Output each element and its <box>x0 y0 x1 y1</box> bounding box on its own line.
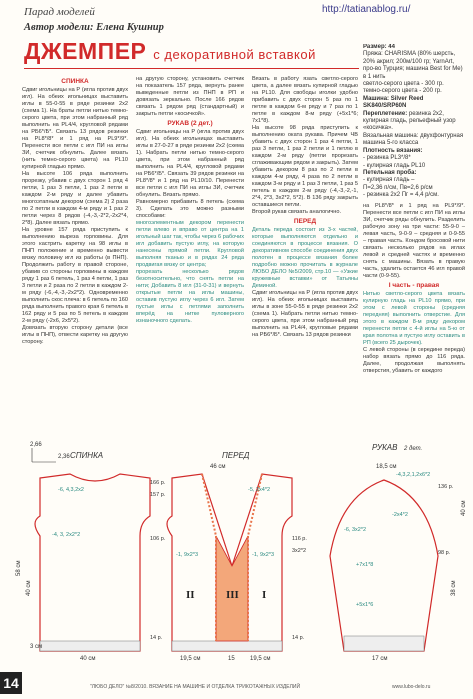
back-heading: СПИНКА <box>61 78 89 85</box>
dim-top-2: 2,36 <box>58 454 70 460</box>
bottom-dim-5: 46 см <box>210 464 226 470</box>
front-para-4: Сдвиг игольницы на Р (игла против двух игл). На обеих игольницах выставить иглы в зоне 55-0-55 в ряде резинки 2х2 (схема 1). Набрать петли нитью темно-серого цвета, при этом набранный ряд выполнить на РL4/4, кругловые рядами на РБ6*/Б*. Связать 13 рядов резинки <box>252 290 358 338</box>
part-heading: I часть - правая <box>388 281 440 289</box>
section-label: Парад моделей <box>24 6 95 18</box>
sleeve-note-6: -2х4*2 <box>392 512 408 518</box>
size-line: Размер: 44 <box>363 44 395 50</box>
back-para-2: На высоте 106 ряда выполнить прорезку, убавив с двух сторон 1 ряд 4 петли, 1 раз 3 петли, 1 раз 2 петли в каждом 2-м ряду и далее убавить многоэтапным декором (схема 2) 2 раза по 2 петли в каждом 4-м ряду и 1 раз 2 петли через 8 рядов (-4,-3,-2*2,-2х2*4, 2*8). Далее вязать прямо. <box>22 171 128 226</box>
sleeve-note-3: -4,3,2,1,2х6*2 <box>396 472 431 478</box>
sleeve-piece <box>330 472 454 651</box>
density-4: - кулирная гладь – <box>363 177 415 184</box>
double-bed-line: Вязальная машина: двухфонтурная машина 5-го класса <box>363 132 464 147</box>
bottom-dim-2: 15 <box>228 656 235 662</box>
back-note-2: 157 р. <box>150 492 166 498</box>
right-dim-1: 38 см <box>451 580 457 596</box>
front-para-2: Второй рукав связать аналогично. <box>252 209 342 215</box>
right-dim-2: 40 см <box>461 500 467 516</box>
density-3: Петельная проба: <box>363 169 417 176</box>
footer-site: www.lubo-delo.ru <box>392 684 431 690</box>
density-1: - резинка РL3*/8* <box>363 155 411 162</box>
front-part-iii: III <box>226 589 239 601</box>
machine-line: Машина: Silver Reed SK840/SRP60N <box>363 95 424 110</box>
back-label: СПИНКА <box>70 451 104 460</box>
bottom-dim-1: 19,5 см <box>180 656 201 662</box>
back-note-5: -4, 3, 2х2*2 <box>52 532 81 538</box>
left-dim-1: 58 см <box>16 560 22 576</box>
density-6: - резинка 2х2 Пг = 4,4 р/см. <box>363 192 439 199</box>
front-part-ii: II <box>186 589 195 601</box>
footer-text: "ЛЮБО ДЕЛО" №8/2010. ВЯЗАНИЕ НА МАШИНЕ И ОТДЕЛКА ТРИКОТАЖНЫХ ИЗДЕЛИЙ <box>90 684 301 690</box>
sleeve-para-3: многоэлементным декором перенести петли влево и вправо от центра на 1 игольный шаг так, чтобы через 6 рабочих игл добавить пустую иглу, на которую нанесены прямой петли. Кругловой выполняя тканью и в рядах 24 ряда продвигая вязку от центра; <box>136 220 244 268</box>
sleeve-para-1: Сдвиг игольницы на Р (игла против двух игл). На обеих игольницах выставить иглы в 27-0-27 в ряде резинки 2х2 (схема 1). Набрать петли нитью темно-серого цвета, при этом набранный ряд выполнить на РL4/4, кругловой рядами на РБ6*/Б*. Связать 39 рядов резинки на РL8*/8* и 1 ряд на РL10/10. Перенести все петли с игл ПИ на иглы ЗИ, счетчик обнулить. Вязать прямо. <box>136 129 244 198</box>
bottom-dim-7: 18,5 см <box>376 464 397 470</box>
front-piece <box>167 474 307 651</box>
back-note-6: -6, 4,3,2х2 <box>58 487 84 493</box>
front-note-4: 116 р. <box>292 536 307 542</box>
bottom-dim-3: 19,5 см <box>250 656 271 662</box>
left-dim-3: 3 см <box>30 644 43 650</box>
front-para-1: На высоте 98 ряда приступить к выполнению оката рукава. Причем ЧВ убавить с двух сторон 1 раз 4 петли, 1 раз 3 петли, 1 раз 2 петли и 1 петлю в каждом 2-м ряду (петли прорезать сглаживающим рядом и закрыть). Затем убавить декором 8 раз по 2 петли в каждом 4-м ряду, 4 раза по 2 петли в каждом 3-м ряду и 1 раз 3 петли, 1 раз 5 петель в каждом 2-м ряду (-4,-3,-2,-1, 2*4, 2*3, 3х2*2, 5*2). В 136 ряду закрыть оставшиеся петли. <box>252 125 358 208</box>
back-note-3: 106 р. <box>150 536 166 542</box>
title-rule <box>24 68 359 69</box>
yarn-line: Пряжа: CHARISMA (80% шерсть, 20% акрил; 200м/100 гр; YarnArt, про-во Турция; машина Best for Me) в 1 нить <box>363 51 463 80</box>
yarn-item-2: темно-серого цвета - 200 гр. <box>363 88 442 95</box>
front-part-i: I <box>262 589 267 601</box>
sleeve-label: РУКАВ <box>372 443 398 452</box>
dim-top-1: 2,66 <box>30 442 42 448</box>
front-para-3: Деталь переда состоит из 3-х частей, которые выполняются отдельно и соединяются в процессе вязания. О декоративном способе соединения двух полотен в процессе вязания более подробно можно прочитать в журнале ЛЮБО ДЕЛО №5/2009, стр.10 — «Узкие кружевные вставки» от Татьяны Деминой. <box>252 227 358 289</box>
front-note-6: 14 р. <box>292 635 305 641</box>
patterns-title: Переплетение: <box>363 110 408 117</box>
sleeve-top-text: на другую сторону, установить счетчик на показатель 157 ряда, вернуть ранее выведенные петли из ПНП в РП и довязать зеркально. После 166 рядов связать 1 рядом ряд (стандартный) и закрыть петли «косичкой». <box>136 76 244 117</box>
front-instructions <box>252 76 358 431</box>
density-5: П=2,36 п/см, Пв=2,6 р/см <box>363 184 433 191</box>
sleeve-note-4: +7х1*8 <box>356 562 374 568</box>
part-text-2: С левой стороны (в середине переда) набор вязать прямо до 116 ряда. Далее, продолжая выполнять отверстия, убавить от каждого <box>363 346 465 374</box>
back-para-1: Сдвиг игольницы на Р (игла против двух игл). На обеих игольницах выставить иглы в 55-0-55 в ряде резинки 2х2 (схема 1). На браты петли нитью темно-серого цвета, при этом набранный ряд выполнить на РL4/4, кругловой рядами на РБ6*/Б*. Связать 13 рядов резинки на РL8*/8* и 1 ряд на РL9*/9*. Перенести все петли с игл ПИ на иглы ЗИ, счетчик обнулить. Далее вязать (нить темно-серого цвета) на РL10 купирной гладью прямо. <box>22 87 128 170</box>
back-piece <box>35 474 166 651</box>
back-instructions <box>22 76 128 431</box>
sleeve-count: 2 дет. <box>404 446 423 452</box>
title-sub: с декоративной вставкой <box>153 47 316 62</box>
patterns-text: резинка 2х2, кулирная гладь, рельефный узор «косичка». <box>363 110 456 132</box>
back-para-3: На уровне 157 ряда приступить к выполнению выреза горловины. Для этого кастрить каретку на 98 иглы в ПНП положение и временно вывести вязку половину игл из работы (в ПНП). Продолжить работу в правой стороне, убавив со стороны горловины в каждом ряду 1 раз 6 петель, 1 раз 4 петли, 1 раз 3 петли и 2 раза по 2 петли в каждом 2-м ряду (-6,-4,-3,-2х2*2). Одновременно выполнить скос плеча: в 6 петель по 160 ряда выполнить правого края 6 петель в 162 ряду и 5 раз по 5 петель в каждом 2-м ряду (-2х6, 2х5*2). <box>22 227 128 324</box>
pattern-diagram <box>0 436 473 664</box>
front-top-text: Вязать в работу язать светло-серого цвета, а далее вязать купирной гладью на РL10. Для свободы иголки удобно прибавить с двух сторон 5 раз по 1 петле в каждом 6-м ряду и 7 раз по 1 петле в каждом 8-м ряду (+5х1*6; 7х1*8). <box>252 76 358 124</box>
front-note-1: -1, 9х2*3 <box>176 552 199 558</box>
density-title: Плотность вязания: <box>363 147 423 154</box>
back-para-4: Довязать вторую сторону детали (все иглы в ПНП), отвести каретку на другую сторону. <box>22 325 128 345</box>
sidebar-tail: на РL8*/8* и 1 ряд на РL9*/9*. Перенести все петли с игл ПИ на иглы ЗИ, счетчик ряды обнулить. Разделить рабочую зону на три части: 55-9-0 – левая часть, 9-0-9 – средняя и 0-9-55 – правая часть. Кондом бросовой нити связать несколько рядов на иглах левой и средней частях и временно снять с машины. Вязать в правую часть, удалить остается 46 игл правой части (0-9-55). <box>363 202 465 279</box>
front-heading: ПЕРЕД <box>293 218 317 225</box>
front-note-3: -5, 2х4*2 <box>248 487 271 493</box>
page-title <box>24 38 316 65</box>
sleeve-note-1: 136 р. <box>438 484 454 490</box>
sleeve-heading: РУКАВ (2 дет.) <box>167 120 213 127</box>
sleeve-note-5: +5х1*6 <box>356 602 374 608</box>
page-number: 14 <box>0 672 22 694</box>
sleeve-note-7: -6, 3х2*2 <box>344 527 367 533</box>
watermark: http://tatianablog.ru/ <box>322 4 411 15</box>
materials-sidebar <box>363 44 465 432</box>
author-line: Автор модели: Елена Кушнир <box>24 22 164 33</box>
back-note-1: 166 р. <box>150 480 166 486</box>
sleeve-instructions <box>136 76 244 431</box>
back-note-4: 14 р. <box>150 635 163 641</box>
sleeve-para-2: Равномерно прибавить 8 петель (схема 3). Сделать это можно разными способами: <box>136 199 244 219</box>
left-dim-2: 40 см <box>26 580 32 596</box>
sleeve-note-2: 98 р. <box>438 550 451 556</box>
bottom-dim-4: 40 см <box>80 656 96 662</box>
yarn-item-1: светло-серого цвета - 300 гр. <box>363 81 444 88</box>
density-2: - кулирная гладь РL10 <box>363 162 426 169</box>
front-note-5: 3х2*2 <box>292 548 307 554</box>
front-note-2: -1, 9х2*3 <box>252 552 275 558</box>
front-label: ПЕРЕД <box>222 451 250 460</box>
sleeve-para-4: прорезать несколько рядов безотносительно, что снять петли на нити; Добавить 8 игл (31-0-31) и вернуть открытые петли на иглы машины, оставив пустую иглу через 6 игл. Затем пустые иглы с петлями заполнить вперёд на нитке пуловерного изнаночного сделать. <box>136 269 244 324</box>
bottom-dim-6: 17 см <box>372 656 388 662</box>
title-main: ДЖЕМПЕР <box>24 38 147 64</box>
part-text: Нитью светло-серого цвета вязать кулирную гладь на РL10 прямо, при этом с левой стороны (средняя передняя) выполнить отверстие. Для этого в каждом 8-м ряду декором перенести петли с 4-й иглы на 5-ю от края полотна и пустую иглу оставить в РП (всего 25 дырочек). <box>363 290 465 346</box>
